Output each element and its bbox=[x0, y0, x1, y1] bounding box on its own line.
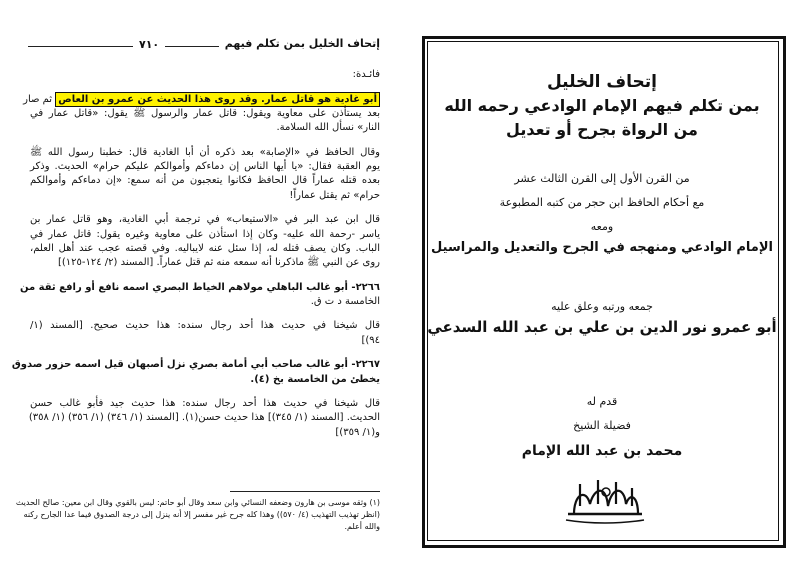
body-line: قال ابن عبد البر في «الاستيعاب» في ترجمة أبي الغادية، وهو قاتل عمار بن bbox=[30, 214, 380, 226]
paragraph-gap bbox=[30, 348, 380, 358]
footnotes bbox=[15, 497, 380, 533]
highlighted-sentence: أبو غادية هو قاتل عمار. وقد روى هذا الحديث عن عمرو بن العاص bbox=[55, 92, 380, 107]
body-line: ياسر -رحمة الله عليه- وكان إذا استأذن على معاوية وغيره يقول: قاتل عمار في bbox=[30, 228, 380, 240]
footnote-rule bbox=[230, 491, 380, 492]
subtitle-line2: مع أحكام الحافظ ابن حجر من كتبه المطبوعة bbox=[499, 196, 705, 209]
compiled-by: جمعه ورتبه وعلق عليه bbox=[551, 300, 653, 313]
title-page bbox=[405, 0, 800, 574]
body-line: بعده قتله عماراً قال الحافظ فكانوا يتعجبون من أنه سمع: «إن دماءكم وأموالكم bbox=[30, 175, 380, 187]
book-title-line1: إتحاف الخليل bbox=[546, 72, 658, 92]
paragraph-gap bbox=[30, 271, 380, 281]
body-line: ٢٢٦٦- أبو غالب الباهلي مولاهم الخياط البصري اسمه نافع أو رافع ثقة من bbox=[19, 281, 380, 293]
paragraph-gap bbox=[30, 387, 380, 397]
body-line: و(١/ ٣٥٩)] bbox=[335, 426, 380, 438]
body-line: الخامسة د ت ق. bbox=[310, 296, 380, 308]
body-line: فائـدة: bbox=[352, 69, 380, 80]
paragraph-gap bbox=[30, 203, 380, 213]
sheikh-name: محمد بن عبد الله الإمام bbox=[521, 443, 683, 459]
body-line: حرام» ثم يقتل عماراً! bbox=[289, 189, 380, 201]
highlight-tail-text: ثم صار bbox=[23, 94, 56, 106]
paragraph-gap bbox=[30, 136, 380, 146]
subtitle-line3: ومعه bbox=[590, 220, 614, 233]
body-text bbox=[11, 68, 380, 440]
paragraph-gap bbox=[30, 82, 380, 92]
book-title-line2: بمن تكلم فيهم الإمام الوادعي رحمه الله bbox=[444, 96, 760, 115]
body-line: قال شيخنا في حديث هذا أحد رجال سنده: هذا حديث صحيح. [المسند (١/ bbox=[30, 320, 380, 332]
subtitle-line4: الإمام الوادعي ومنهجه في الجرح والتعديل والمراسيل bbox=[431, 240, 773, 255]
subtitle-line1: من القرن الأول إلى القرن الثالث عشر bbox=[514, 172, 690, 185]
footnote-line: (انظر تهذيب التهذيب (٤/ ٥٧٠)) وهذا كله جرح غير مفسر إلا أنه ينزل إلى درجة الصدوق فيما عدا الجارح ركنه bbox=[23, 510, 380, 519]
cover-frame-inner bbox=[427, 41, 779, 541]
body-line: قال شيخنا في حديث هذا أحد رجال سنده: هذا حديث جيد فأبو غالب حسن bbox=[30, 398, 380, 410]
sheikh-title: فضيلة الشيخ bbox=[573, 419, 631, 432]
body-line: الباب. وكان يصف قتله له، إذا سئل عنه لايباليه. وفي قصته عجب عند أهل العلم، bbox=[30, 242, 380, 254]
running-header bbox=[28, 36, 380, 58]
body-line: بعد يستأذن على معاوية ويقول: قاتل عمار والرسول ﷺ يقول: «قاتل عمار في bbox=[30, 107, 380, 119]
footnote-line: والله أعلم. bbox=[344, 522, 380, 531]
body-line: النار» نسأل الله السلامة. bbox=[276, 122, 380, 134]
body-line: وقال الحافظ في «الإصابة» بعد ذكره أن أبا الغادية قال: خطبنا رسول الله ﷺ bbox=[30, 146, 380, 158]
page-number: ٧١٠ bbox=[133, 38, 165, 51]
body-line: الحديث. [المسند (١/ ٣٤٥)] هذا حديث حسن(١). [المسند (١/ ٣٤٦) (١/ ٣٥٦) (١/ ٣٥٨) bbox=[28, 412, 380, 424]
body-line: يوم العقبة فقال: «يا أيها الناس إن دماءكم وأموالكم عليكم حرام» الحديث. وذكر bbox=[30, 160, 380, 172]
body-line: ٢٢٦٧- أبو غالب صاحب أبي أمامة بصري نزل أصبهان قيل اسمه حزور صدوق bbox=[11, 359, 380, 371]
footnote-line: (١) وثقه موسى بن هارون وضعفه النسائي وابن سعد وقال أبو حاتم: ليس بالقوي وقال ابن معين: صالح الحديث bbox=[15, 498, 380, 507]
body-line: يخطئ من الخامسة بخ (٤). bbox=[250, 373, 380, 385]
author-name: أبو عمرو نور الدين بن علي بن عبد الله السدعي bbox=[427, 318, 777, 336]
publisher-logo-icon bbox=[560, 474, 650, 524]
running-title: إتحاف الخليل بمن تكلم فيهم bbox=[219, 37, 380, 50]
body-line: ٩٤)] bbox=[361, 334, 380, 346]
body-line: روى عن النبي ﷺ ماذكرنا أنه سمعه منه ثم قتل عماراً. [المسند (٢/ ١٢٤-١٢٥)] bbox=[57, 257, 380, 269]
body-line bbox=[23, 92, 380, 106]
book-title-line3: من الرواة بجرح أو تعديل bbox=[506, 120, 698, 139]
paragraph-gap bbox=[30, 309, 380, 319]
presented-by: قدم له bbox=[586, 395, 618, 408]
